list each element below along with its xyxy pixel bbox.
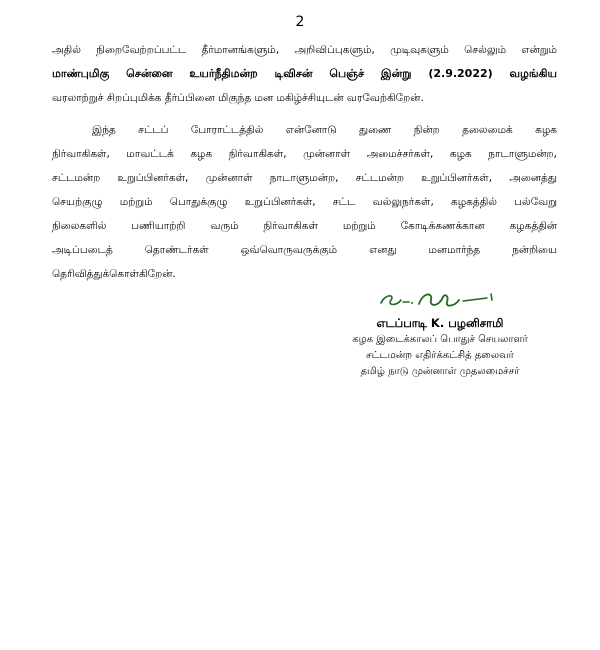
paragraph-1-line-3: வரலாற்றுச் சிறப்புமிக்க தீர்ப்பினை மிகுந்த மன மகிழ்ச்சியுடன் வரவேற்கிறேன். [52,92,424,104]
paragraph-1-line-1: அதில் நிறைவேற்றப்பட்ட தீர்மானங்களும், அறிவிப்புகளும், முடிவுகளும் செல்லும் என்றும் [52,44,557,56]
signatory-title-2: சட்டமன்ற எதிர்க்கட்சித் தலைவர் [366,350,514,361]
paragraph-2-line-6: அடிப்படைத் தொண்டர்கள் ஒவ்வொருவருக்கும் எனது மனமார்ந்த நன்றியை [52,244,557,256]
paragraph-2-line-2: நிர்வாகிகள், மாவட்டக் கழக நிர்வாகிகள், முன்னாள் அமைச்சர்கள், கழக நாடாளுமன்ற, [52,148,557,160]
page-number: 2 [295,14,305,30]
handwritten-signature [375,288,505,312]
signatory-title-1: கழக இடைக்காலப் பொதுச் செயலாளர் [352,334,528,345]
signature-block [320,288,560,380]
paragraph-1-line-2: மாண்புமிகு சென்னை உயர்நீதிமன்ற டிவிசன் பெஞ்ச் இன்று (2.9.2022) வழங்கிய [52,67,557,80]
paragraph-2-line-3: சட்டமன்ற உறுப்பினர்கள், முன்னாள் நாடாளுமன்ற, சட்டமன்ற உறுப்பினர்கள், அனைத்து [52,172,557,184]
paragraph-2-line-1: இந்த சட்டப் போராட்டத்தில் என்னோடு துணை நின்ற தலைமைக் கழக [92,124,557,136]
paragraph-2-line-5: நிலைகளில் பணியாற்றி வரும் நிர்வாகிகள் மற்றும் கோடிக்கணக்கான கழகத்தின் [52,220,557,232]
signatory-name: எடப்பாடி K. பழனிசாமி [376,316,504,330]
paragraph-2 [52,118,557,286]
paragraph-2-line-7: தெரிவித்துக்கொள்கிறேன். [52,268,176,280]
paragraph-2-line-4: செயற்குழு மற்றும் பொதுக்குழு உறுப்பினர்கள், சட்ட வல்லுநர்கள், கழகத்தில் பல்வேறு [52,196,557,208]
paragraph-1 [52,38,557,110]
signatory-title-3: தமிழ் நாடு முன்னாள் முதலமைச்சர் [360,366,520,377]
